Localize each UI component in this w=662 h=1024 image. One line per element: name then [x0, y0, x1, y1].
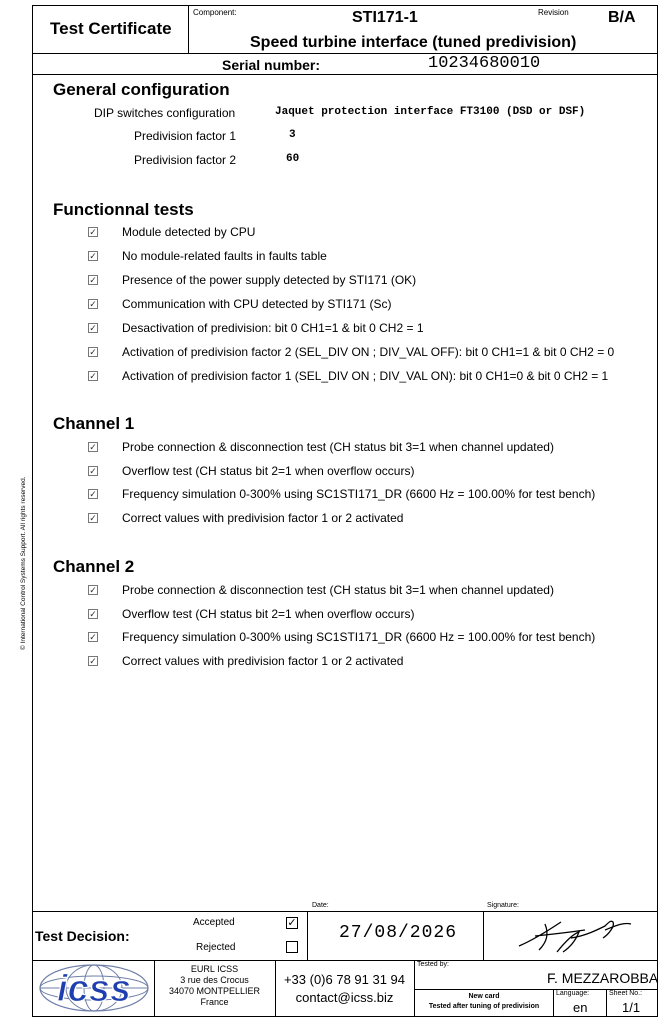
test-item-label: Overflow test (CH status bit 2=1 when overflow occurs)	[122, 606, 415, 621]
test-checkbox[interactable]: ✓	[89, 489, 97, 500]
revision-value: B/A	[608, 9, 636, 26]
language-value: en	[573, 1000, 588, 1015]
date-label: Date:	[312, 902, 329, 909]
test-checkbox[interactable]: ✓	[89, 656, 97, 667]
test-date: 27/08/2026	[339, 923, 458, 943]
test-item-label: Module detected by CPU	[122, 225, 256, 239]
copyright-notice: © International Control Systems Support. All rights reserved.	[20, 476, 27, 650]
test-item-label: Frequency simulation 0-300% using SC1STI171_DR (6600 Hz = 100.00% for test bench)	[122, 487, 596, 502]
test-item-label: Correct values with predivision factor 1 or 2 activated	[122, 654, 404, 669]
company-name: EURL ICSS	[190, 964, 239, 974]
predivision-2-label: Predivision factor 2	[134, 153, 237, 167]
rejected-checkbox[interactable]	[286, 941, 298, 953]
test-checkbox[interactable]: ✓	[89, 227, 97, 237]
component-label: Component:	[193, 8, 237, 17]
accepted-checkbox[interactable]: ✓	[287, 917, 297, 929]
sheet-label: Sheet No.:	[609, 990, 643, 997]
test-checkbox[interactable]: ✓	[89, 442, 97, 452]
company-address	[156, 964, 273, 1008]
test-checkbox[interactable]: ✓	[89, 251, 97, 261]
card-status: New card	[468, 993, 500, 1000]
revision-label: Revision	[538, 8, 569, 17]
serial-number: 10234680010	[428, 54, 541, 73]
company-phone: +33 (0)6 78 91 31 94	[283, 972, 406, 987]
test-item-label: Communication with CPU detected by STI171 (Sc)	[122, 297, 392, 311]
test-item-label: Probe connection & disconnection test (CH status bit 3=1 when channel updated)	[122, 583, 554, 597]
tested-by-label: Tested by:	[417, 961, 449, 968]
test-item-label: Overflow test (CH status bit 2=1 when overflow occurs)	[122, 463, 415, 478]
test-checkbox[interactable]: ✓	[89, 347, 97, 357]
component-description: Speed turbine interface (tuned predivision)	[250, 34, 577, 51]
predivision-1-label: Predivision factor 1	[134, 129, 237, 143]
channel1-heading: Channel 1	[53, 414, 135, 433]
signature-image	[505, 912, 645, 958]
test-checkbox[interactable]: ✓	[89, 371, 97, 381]
test-checkbox[interactable]: ✓	[89, 585, 97, 595]
test-decision-label: Test Decision:	[35, 928, 130, 944]
company-email[interactable]: contact@icss.biz	[295, 990, 394, 1005]
predivision-2-value: 60	[286, 153, 300, 165]
logo-text: icss	[57, 968, 131, 1010]
test-checkbox[interactable]: ✓	[89, 513, 97, 524]
test-checkbox[interactable]: ✓	[89, 632, 97, 643]
company-city: 34070 MONTPELLIER	[168, 986, 261, 996]
test-item-label: Correct values with predivision factor 1 or 2 activated	[122, 511, 404, 526]
test-checkbox[interactable]: ✓	[89, 275, 97, 285]
test-item-label: Presence of the power supply detected by STI171 (OK)	[122, 273, 417, 287]
test-checkbox[interactable]: ✓	[89, 608, 97, 619]
serial-label: Serial number:	[222, 57, 321, 73]
icss-logo	[36, 962, 152, 1014]
language-label: Language:	[556, 990, 590, 997]
signature-label: Signature:	[487, 902, 519, 909]
dip-label: DIP switches configuration	[94, 106, 236, 120]
test-checkbox[interactable]: ✓	[89, 299, 97, 309]
test-item-label: Probe connection & disconnection test (CH status bit 3=1 when channel updated)	[122, 440, 554, 454]
sheet-value: 1/1	[622, 1000, 641, 1015]
functional-heading: Functionnal tests	[53, 200, 194, 219]
general-heading: General configuration	[53, 80, 230, 99]
test-item-label: Activation of predivision factor 1 (SEL_DIV ON ; DIV_VAL ON): bit 0 CH1=0 & bit 0 CH2 = 1	[122, 369, 609, 383]
doc-title: Test Certificate	[50, 19, 172, 38]
test-checkbox[interactable]: ✓	[89, 323, 97, 333]
card-status-detail: Tested after tuning of predivision	[428, 1003, 540, 1010]
test-item-label: Activation of predivision factor 2 (SEL_DIV ON ; DIV_VAL OFF): bit 0 CH1=1 & bit 0 CH2 = 0	[122, 345, 615, 359]
test-checkbox[interactable]: ✓	[89, 465, 97, 476]
predivision-1-value: 3	[289, 129, 296, 141]
accepted-label: Accepted	[193, 917, 235, 928]
company-street: 3 rue des Crocus	[180, 975, 249, 985]
rejected-label: Rejected	[196, 942, 236, 953]
company-country: France	[200, 997, 229, 1007]
channel2-heading: Channel 2	[53, 557, 135, 576]
tested-by-name: F. MEZZAROBBA	[547, 970, 659, 986]
test-item-label: No module-related faults in faults table	[122, 249, 327, 263]
test-item-label: Frequency simulation 0-300% using SC1STI171_DR (6600 Hz = 100.00% for test bench)	[122, 630, 596, 645]
dip-value: Jaquet protection interface FT3100 (DSD or DSF)	[275, 106, 586, 118]
test-item-label: Desactivation of predivision: bit 0 CH1=1 & bit 0 CH2 = 1	[122, 321, 424, 335]
component-code: STI171-1	[352, 9, 418, 26]
